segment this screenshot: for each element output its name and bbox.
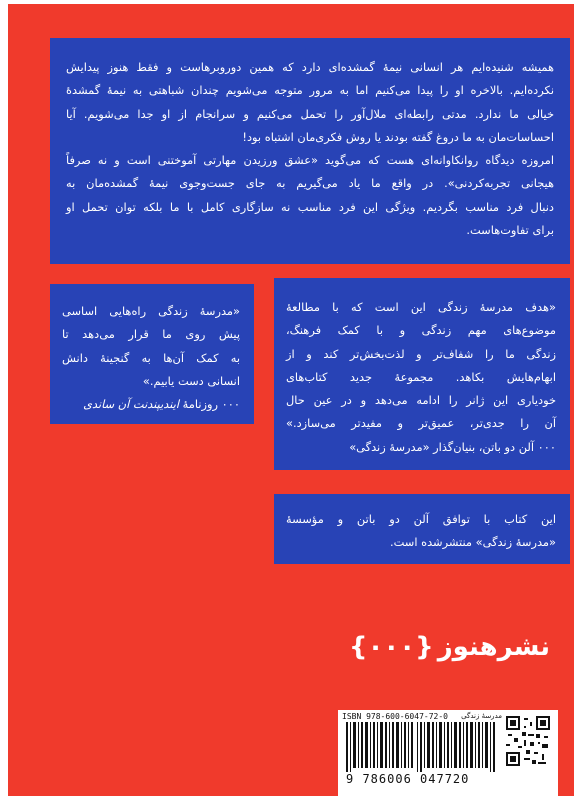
- publication-note-text: [286, 508, 556, 555]
- synopsis-line: هیجانی تجربه‌کردنی». در واقع ما یاد می‌گیریم به جای جست‌وجوی نیمهٔ گمشده‌مان به: [66, 176, 554, 191]
- quote-line: خودیاری این ژانر را ادامه می‌دهد و در عین حال: [286, 393, 556, 408]
- quote-line: آن را جدی‌تر، عمیق‌تر و مفیدتر می‌سازد.»: [286, 416, 556, 431]
- series-label: مدرسهٔ زندگی: [461, 712, 502, 720]
- synopsis-line: برای تفاوت‌هاست.: [466, 223, 554, 238]
- note-line: این کتاب با توافق آلن دو باتن و مؤسسهٔ: [286, 512, 556, 526]
- qr-code-icon: [506, 716, 550, 766]
- quote-text: [62, 300, 240, 416]
- quote-line: «هدف مدرسهٔ زندگی این است که با مطالعهٔ: [286, 300, 556, 314]
- synopsis-line: امروزه دیدگاه روانکاوانه‌ای هست که می‌گوید «عشق ورزیدن مهارتی آموختنی است و نه صرفاً: [66, 153, 554, 168]
- quote-text: [286, 296, 556, 459]
- isbn-barcode-panel: [338, 710, 558, 796]
- synopsis-text: [66, 56, 554, 242]
- newspaper-name: ایندیپندنت آن ساندی: [83, 397, 180, 412]
- quote-line: زندگی ما را شفاف‌تر و لذت‌بخش‌تر کند و از: [286, 346, 556, 361]
- barcode-number: 9 786006 047720: [346, 772, 470, 786]
- alain-de-botton-quote-box: [274, 278, 570, 470]
- synopsis-line: همیشه شنیده‌ایم هر انسانی نیمهٔ گمشده‌ای دارد که همین دوروبرهاست و فقط هنوز پیدایش: [66, 60, 554, 74]
- quote-line: پیش روی ما قرار می‌دهد تا: [62, 327, 240, 342]
- publisher-logo: [349, 632, 550, 662]
- quote-line: انسانی دست یابیم.»: [142, 373, 240, 388]
- quote-line: ابهام‌هایش بکاهد. مجموعهٔ جدید کتاب‌های: [286, 369, 556, 384]
- newspaper-quote-box: [50, 284, 254, 424]
- book-back-cover: [8, 4, 574, 796]
- quote-source: [62, 393, 240, 416]
- synopsis-line: دنبال فرد مناسب بگردیم. ویژگی این فرد مناسب نه سازگاری کامل با ما بلکه توان تحمل او: [66, 199, 554, 214]
- synopsis-line: احساسات‌مان به ما دروغ گفته بودند یا روش فکری‌مان اشتباه بود!: [242, 129, 554, 144]
- synopsis-line: نکرده‌ایم. بالاخره او را پیدا می‌کنیم اما به مرور متوجه می‌شویم چندان شباهتی به نیمهٔ گمشدهٔ: [66, 83, 554, 98]
- isbn-number: ISBN 978-600-6047-72-0: [342, 712, 448, 721]
- synopsis-box: [50, 38, 570, 264]
- publisher-name: نشرهنوز: [437, 632, 550, 662]
- quote-line: به کمک آن‌ها به گنجینهٔ دانش: [62, 350, 240, 365]
- publisher-symbol: {۰۰۰}: [349, 632, 434, 662]
- quote-line: موضوع‌های مهم زندگی و با کمک فرهنگ،: [286, 323, 556, 338]
- quote-line: «مدرسهٔ زندگی راه‌هایی اساسی: [62, 304, 240, 318]
- publication-note-box: [274, 494, 570, 564]
- synopsis-line: خیالی ما ندارد. مدتی رابطه‌ای ملال‌آور را تحمل می‌کنیم و سرانجام از او جدا می‌شویم. آیا: [66, 106, 554, 121]
- note-line: «مدرسهٔ زندگی» منتشرشده است.: [389, 535, 556, 550]
- quote-source-prefix: ۰۰۰ روزنامهٔ: [179, 397, 240, 412]
- quote-source: ۰۰۰ آلن دو باتن، بنیان‌گذار «مدرسهٔ زندگی»: [349, 439, 556, 454]
- barcode-icon: [346, 722, 496, 772]
